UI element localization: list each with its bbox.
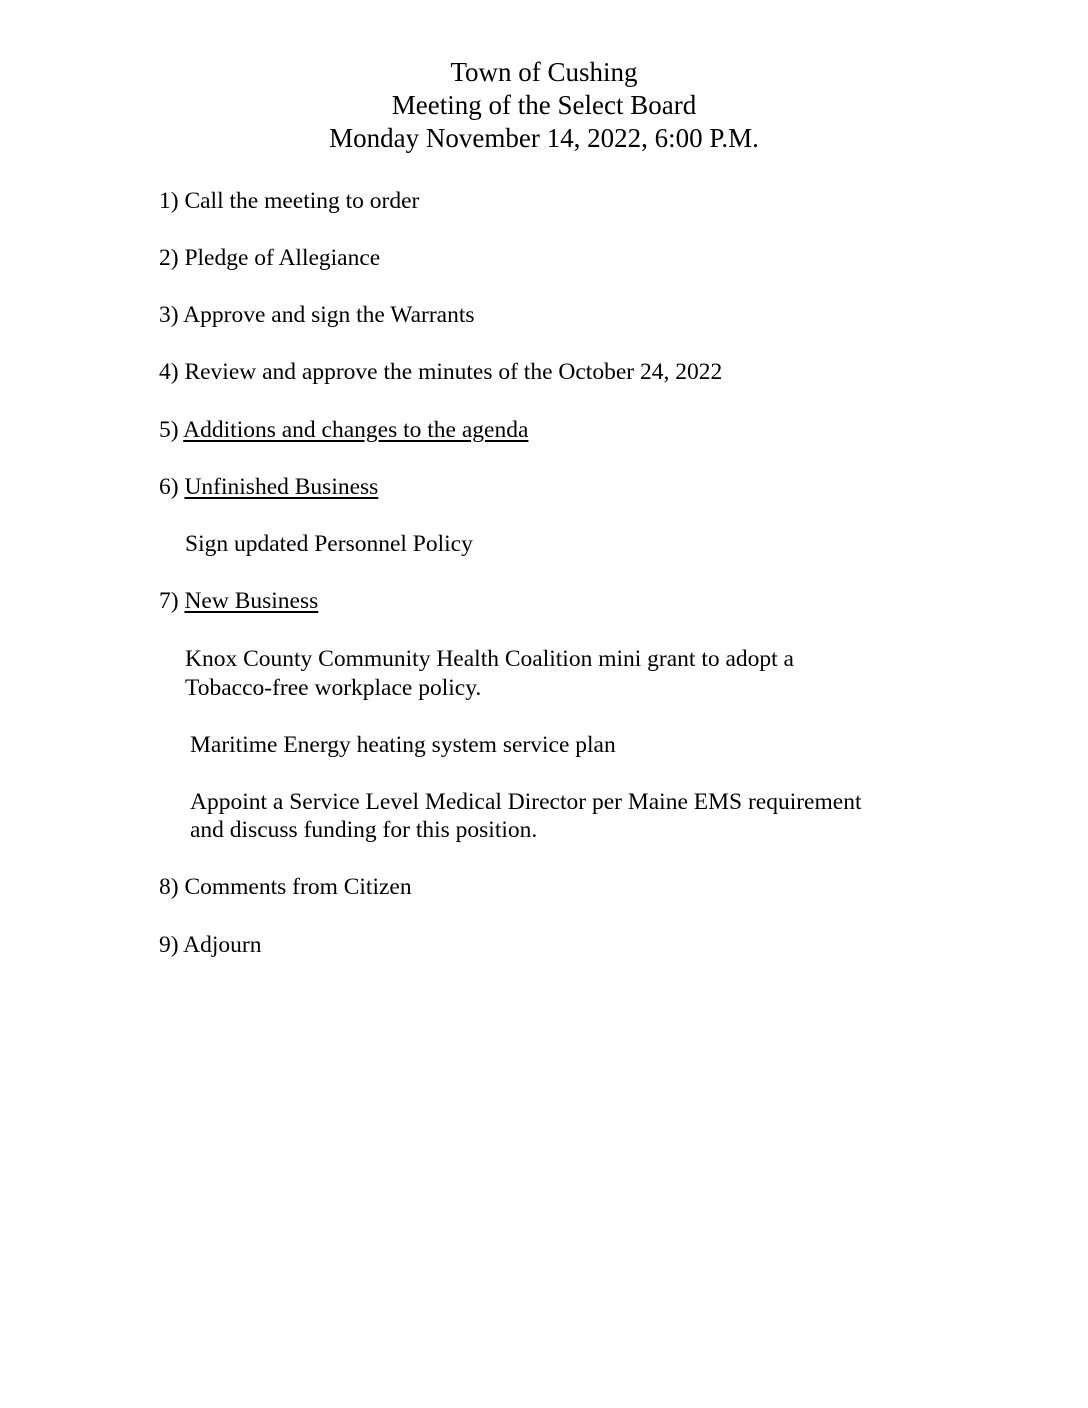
item-heading: New Business (184, 588, 319, 614)
item-text: Approve and sign the Warrants (183, 302, 475, 328)
item-text: Call the meeting to order (184, 188, 420, 214)
town-name: Town of Cushing (450, 57, 638, 87)
agenda-item-6 (159, 473, 378, 501)
item-text: Adjourn (183, 932, 262, 958)
agenda-subitem: Sign updated Personnel Policy (185, 531, 473, 557)
item-number: 1) (159, 188, 179, 214)
meeting-date: Monday November 14, 2022, 6:00 P.M. (329, 123, 759, 153)
agenda-item-9 (159, 931, 262, 959)
agenda-item-8 (159, 873, 412, 901)
agenda-item-7 (159, 587, 318, 615)
agenda-item-5 (159, 416, 528, 444)
item-text: Comments from Citizen (184, 874, 412, 900)
agenda-subitem: Knox County Community Health Coalition mini grant to adopt a (185, 646, 794, 672)
item-heading: Unfinished Business (184, 474, 379, 500)
item-number: 9) (159, 932, 179, 958)
agenda-subitem: Maritime Energy heating system service plan (190, 732, 616, 758)
agenda-subitem: Appoint a Service Level Medical Director per Maine EMS requirement (190, 789, 862, 815)
agenda-item-3 (159, 301, 475, 329)
agenda-item-4 (159, 358, 722, 386)
item-heading: Additions and changes to the agenda (183, 417, 529, 443)
agenda-item-2 (159, 244, 380, 272)
agenda-subitem-continued: and discuss funding for this position. (190, 817, 538, 843)
meeting-title: Meeting of the Select Board (391, 90, 697, 120)
item-number: 4) (159, 359, 179, 385)
item-number: 6) (159, 474, 179, 500)
item-text: Review and approve the minutes of the October 24, 2022 (184, 359, 723, 385)
agenda-item-1 (159, 187, 419, 215)
item-number: 8) (159, 874, 179, 900)
item-number: 3) (159, 302, 179, 328)
item-text: Pledge of Allegiance (184, 245, 381, 271)
item-number: 5) (159, 417, 179, 443)
agenda-subitem-continued: Tobacco-free workplace policy. (185, 675, 482, 701)
item-number: 2) (159, 245, 179, 271)
item-number: 7) (159, 588, 179, 614)
